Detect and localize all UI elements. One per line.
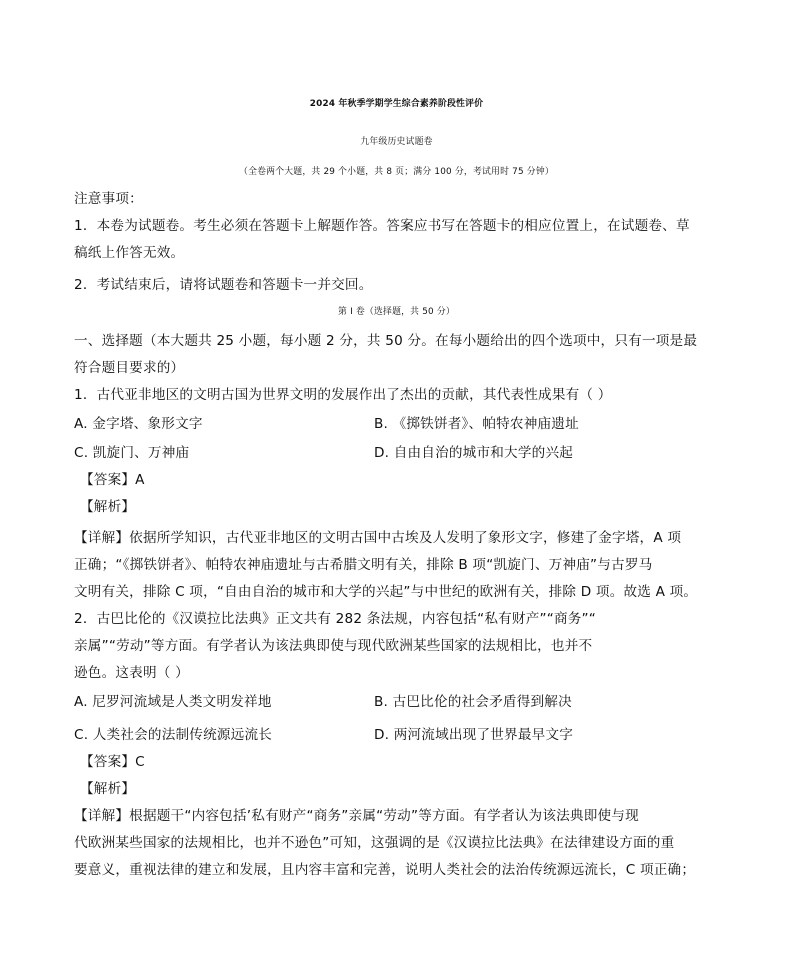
notice-item-2: 2．考试结束后，请将试题卷和答题卡一并交回。 xyxy=(74,277,373,293)
exam-title: 2024 年秋季学期学生综合素养阶段性评价 xyxy=(309,99,484,109)
q1-stem: 1．古代亚非地区的文明古国为世界文明的发展作出了杰出的贡献，其代表性成果有（ ） xyxy=(74,387,612,403)
notice-item-1-line-1: 1．本卷为试题卷。考生必须在答题卡上解题作答。答案应书写在答题卡的相应位置上，在试题卷、草 xyxy=(74,218,690,234)
q2-detail-line-2: 代欧洲某些国家的法规相比，也并不逊色”可知，这强调的是《汉谟拉比法典》在法律建设方面的重 xyxy=(74,835,675,851)
q1-option-c: C. 凯旋门、万神庙 xyxy=(74,445,190,461)
q1-answer: 【答案】A xyxy=(80,472,145,488)
section-intro-line-2: 符合题目要求的） xyxy=(74,360,185,376)
q2-option-c: C. 人类社会的法制传统源远流长 xyxy=(74,727,273,743)
q2-option-d: D. 两河流域出现了世界最早文字 xyxy=(374,727,574,743)
q1-option-b: B. 《掷铁饼者》、帕特农神庙遗址 xyxy=(374,416,579,432)
notice-heading: 注意事项： xyxy=(74,191,143,207)
notice-item-1-line-2: 稿纸上作答无效。 xyxy=(74,245,185,261)
exam-subtitle: 九年级历史试题卷 xyxy=(360,137,433,147)
exam-info: （全卷两个大题，共 29 个小题，共 8 页；满分 100 分，考试用时 75 分钟） xyxy=(239,167,554,177)
q1-option-d: D. 自由自治的城市和大学的兴起 xyxy=(374,445,574,461)
q2-stem-line-3: 逊色。这表明（ ） xyxy=(74,665,189,681)
q2-option-b: B. 古巴比伦的社会矛盾得到解决 xyxy=(374,694,572,710)
section-intro-line-1: 一、选择题（本大题共 25 小题，每小题 2 分，共 50 分。在每小题给出的四个选项中，只有一项是最 xyxy=(74,333,698,349)
q1-analysis-label: 【解析】 xyxy=(80,499,136,515)
q2-stem-line-2: 亲属”“劳动”等方面。有学者认为该法典即使与现代欧洲某些国家的法规相比，也并不 xyxy=(74,638,593,654)
q2-option-a: A. 尼罗河流域是人类文明发祥地 xyxy=(74,694,272,710)
volume-title: 第 I 卷（选择题，共 50 分） xyxy=(338,307,455,317)
q2-detail-line-1: 【详解】根据题干“内容包括’私有财产“商务”亲属“劳动”等方面。有学者认为该法典即使与现 xyxy=(74,808,639,824)
q1-detail-line-1: 【详解】依据所学知识，古代亚非地区的文明古国中古埃及人发明了象形文字，修建了金字塔，A 项 xyxy=(74,530,682,546)
q1-detail-line-2: 正确；“《掷铁饼者》、帕特农神庙遗址与古希腊文明有关，排除 B 项“凯旋门、万神庙”与古罗马 xyxy=(74,557,653,573)
q1-option-a: A. 金字塔、象形文字 xyxy=(74,416,203,432)
q2-analysis-label: 【解析】 xyxy=(80,781,136,797)
q1-detail-line-3: 文明有关，排除 C 项，“自由自治的城市和大学的兴起”与中世纪的欧洲有关，排除 D 项。故选 A 项。 xyxy=(74,584,698,600)
q2-answer: 【答案】C xyxy=(80,754,145,770)
q2-detail-line-3: 要意义，重视法律的建立和发展，且内容丰富和完善，说明人类社会的法治传统源远流长，C 项正确； xyxy=(74,862,696,878)
q2-stem-line-1: 2．古巴比伦的《汉谟拉比法典》正文共有 282 条法规，内容包括“私有财产”“商务”“ xyxy=(74,611,597,627)
